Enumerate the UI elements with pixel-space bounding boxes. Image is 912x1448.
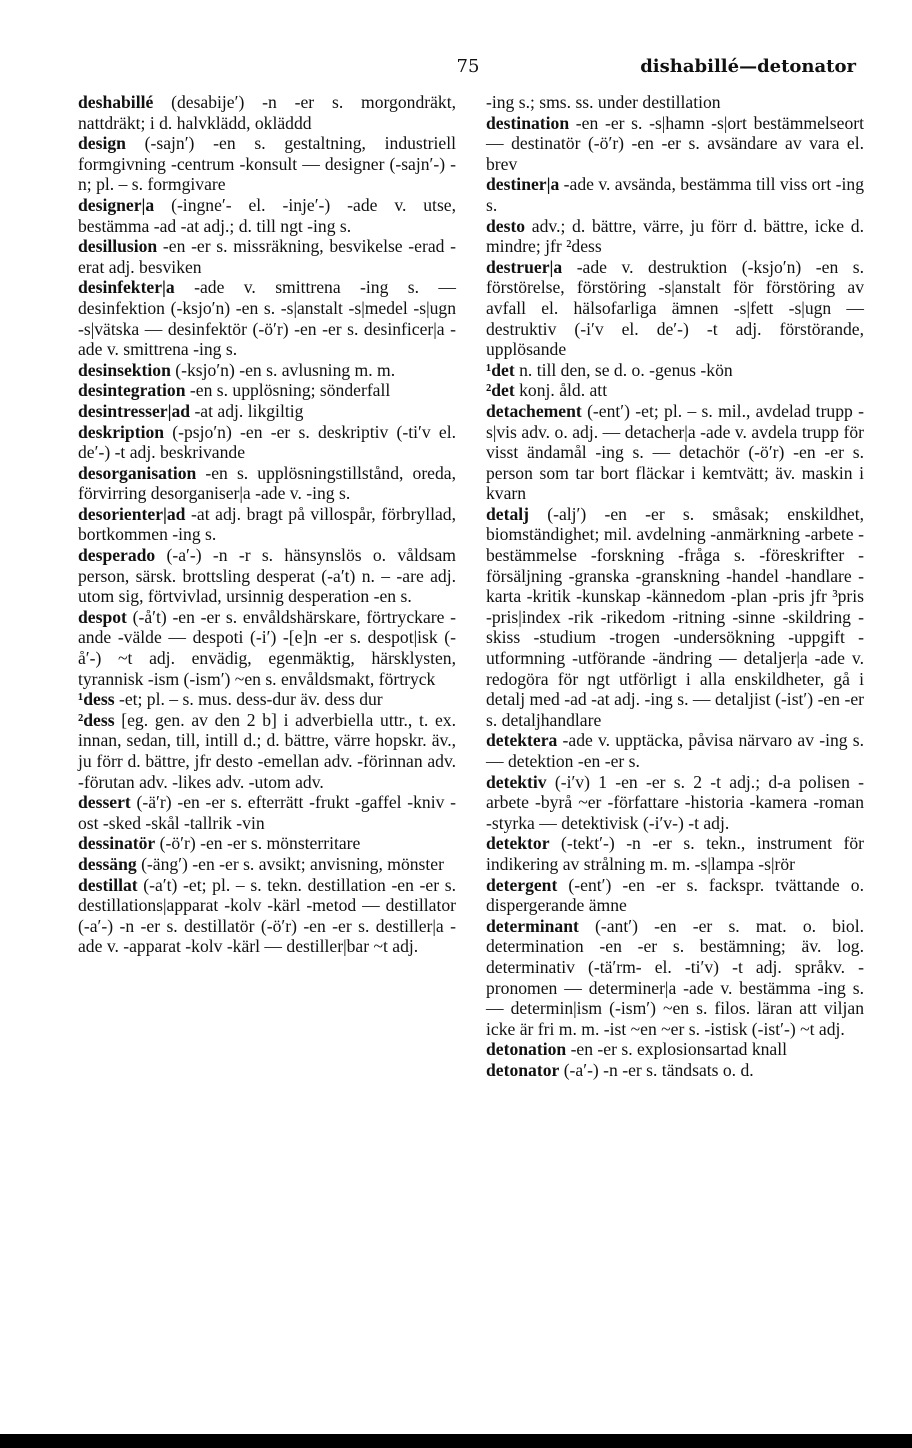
entry-definition: (-psjo′n) -en -er s. deskriptiv (-ti′v el. de′-) -t adj. beskrivande xyxy=(78,421,456,463)
entry-headword: detektera xyxy=(486,730,558,751)
entry-headword: detergent xyxy=(486,874,558,895)
entry-headword: desintresser|ad xyxy=(78,400,191,421)
entry-definition: (-ent′) -en -er s. fackspr. tvättande o. dispergerande ämne xyxy=(486,874,864,916)
entry-definition: -at adj. bragt på villospår, förbryllad, bortkommen -ing s. xyxy=(78,503,456,545)
entry-definition: -en -er s. -s|hamn -s|ort bestämmelseort — destinatör (-ö′r) -en -er s. avsändare av vara el. brev xyxy=(486,112,864,174)
entry-headword: ²det xyxy=(486,380,515,401)
entry-definition: -en -er s. missräkning, besvikelse -erad -erat adj. besviken xyxy=(78,236,456,277)
dictionary-entry xyxy=(78,277,456,359)
entry-definition: (-å′t) -en -er s. envåldshärskare, förtryckare -ande -välde — despoti (-i′) -[e]n -er s. despot|isk (-å′-) ~t adj. envädig, egenmäktig, härsklysten, tyrannisk -ism (-ism′) ~en s. envåldsmakt, förtryck xyxy=(78,606,456,689)
entry-definition: -en s. upplösningstillstånd, oreda, förvirring desorganiser|a -ade v. -ing s. xyxy=(78,462,456,504)
left-column xyxy=(78,92,456,957)
running-head: dishabillé—detonator xyxy=(640,56,856,77)
entry-definition: -en -er s. explosionsartad knall xyxy=(566,1039,788,1060)
entry-definition: (-ent′) -et; pl. – s. mil., avdelad trupp -s|vis adv. o. adj. — detacher|a -ade v. avdela trupp för visst ändamål -ing s. — detachör (-ö′r) -en -er s. person som tar bort fläckar i kemtvätt; äv. maskin i kvarn xyxy=(486,400,864,504)
entry-headword: despot xyxy=(78,606,127,627)
entry-headword: desintegration xyxy=(78,380,186,401)
entry-headword: desinsektion xyxy=(78,359,171,380)
entry-headword: detonation xyxy=(486,1039,567,1060)
entry-definition: -et; pl. – s. mus. dess-dur äv. dess dur xyxy=(114,689,383,710)
dictionary-entry xyxy=(78,792,456,833)
dictionary-entry xyxy=(486,401,864,504)
dictionary-entry xyxy=(78,710,456,792)
dictionary-entry xyxy=(78,545,456,607)
entry-headword: ¹dess xyxy=(78,689,115,710)
dictionary-entry xyxy=(78,92,456,133)
dictionary-entry xyxy=(78,236,456,277)
dictionary-entry xyxy=(78,854,456,875)
entry-definition: (-tekt′-) -n -er s. tekn., instrument för indikering av strålning m. m. -s|lampa -s|rör xyxy=(486,833,864,874)
entry-headword: detonator xyxy=(486,1059,560,1080)
dictionary-entry xyxy=(486,916,864,1040)
dictionary-entry xyxy=(78,133,456,195)
dictionary-entry xyxy=(486,730,864,771)
entry-headword: dessäng xyxy=(78,853,137,874)
entry-definition: n. till den, se d. o. -genus -kön xyxy=(514,359,733,380)
dictionary-entry xyxy=(486,504,864,731)
entry-headword: desorienter|ad xyxy=(78,503,186,524)
entry-headword: deskription xyxy=(78,421,165,442)
entry-definition: (-a′t) -et; pl. – s. tekn. destillation -en -er s. destillations|apparat -kolv -kärl -metod — destillator (-a′-) -n -er s. destillatör (-ö′r) -en -er s. destiller|a -ade v. -apparat -kolv -kärl — destiller|bar ~t adj. xyxy=(78,874,456,957)
entry-headword: destination xyxy=(486,112,570,133)
entry-headword: destillat xyxy=(78,874,138,895)
entry-definition: -ade v. avsända, bestämma till viss ort -ing s. xyxy=(486,174,864,215)
entry-definition: (-a′-) -n -er s. tändsats o. d. xyxy=(559,1059,754,1080)
entry-definition: (-ingne′- el. -inje′-) -ade v. utse, bestämma -ad -at adj.; d. till ngt -ing s. xyxy=(78,194,456,236)
dictionary-entry xyxy=(78,195,456,236)
entry-definition: (-i′v) 1 -en -er s. 2 -t adj.; d-a polisen -arbete -byrå ~er -författare -historia -kamera -roman -styrka — detektivisk (-i′v-) -t adj. xyxy=(486,771,864,833)
entry-headword: designer|a xyxy=(78,194,155,215)
entry-headword: deshabillé xyxy=(78,92,154,112)
entry-headword: detektor xyxy=(486,833,550,854)
dictionary-entry xyxy=(78,463,456,504)
dictionary-entry xyxy=(486,380,864,401)
entry-definition: konj. åld. att xyxy=(514,380,608,401)
dictionary-entry xyxy=(486,216,864,257)
dictionary-entry xyxy=(486,875,864,916)
dictionary-entry xyxy=(78,360,456,381)
dictionary-entry xyxy=(486,833,864,874)
entry-headword: dessinatör xyxy=(78,833,156,854)
entry-headword: design xyxy=(78,133,126,154)
entry-definition: -at adj. likgiltig xyxy=(190,400,304,421)
right-column xyxy=(486,92,864,1081)
dictionary-entry xyxy=(486,772,864,834)
entry-headword: detachement xyxy=(486,400,582,421)
dictionary-entry xyxy=(78,422,456,463)
entry-definition: (-ant′) -en -er s. mat. o. biol. determination -en -er s. bestämning; äv. log. determinativ (-tä′rm- el. -ti′v) -t adj. språkv. -pronomen — determiner|a -ade v. bestämma -ing s. — determin|ism (-ism′) ~en s. filos. läran att viljan icke är fri m. m. -ist ~en ~er s. -istisk (-ist′-) ~t adj. xyxy=(486,915,864,1039)
dictionary-entry xyxy=(78,689,456,710)
entry-definition: (desabije′) -n -er s. morgondräkt, nattdräkt; i d. halvklädd, okläddd xyxy=(78,92,456,133)
entry-definition: (-sajn′) -en s. gestaltning, industriell formgivning -centrum -konsult — designer (-sajn′-) -n; pl. – s. formgivare xyxy=(78,133,456,195)
dictionary-entry xyxy=(78,875,456,957)
entry-headword: desinfekter|a xyxy=(78,277,175,298)
entry-definition: -ade v. smittrena -ing s. — desinfektion (-ksjo′n) -en s. -s|anstalt -s|medel -s|ugn -s|vätska — desinfektör (-ö′r) -en -er s. desinficer|a -ade v. smittrena -ing s. xyxy=(78,277,456,360)
entry-definition: -ade v. destruktion (-ksjo′n) -en s. förstörelse, förstöring -s|anstalt för förstöring av avfall el. hälsofarliga ämnen -s|fett -s|ugn — destruktiv (-i′v el. de′-) -t adj. förstörande, upplösande xyxy=(486,256,864,360)
dictionary-entry xyxy=(78,833,456,854)
entry-headword: dessert xyxy=(78,792,131,813)
entry-definition: (-a′-) -n -r s. hänsynslös o. våldsam person, särsk. brottsling desperat (-a′t) n. – -are adj. utom sig, förtvivlad, ursinnig desperation -en s. xyxy=(78,545,456,607)
dictionary-entry xyxy=(486,92,864,113)
page-header xyxy=(80,56,856,82)
entry-headword: ²dess xyxy=(78,709,115,730)
entry-definition: (-alj′) -en -er s. småsak; enskildhet, biomständighet; mil. avdelning -anmärkning -arbete -bestämmelse -forskning -fråga s. -föreskrifter -försäljning -granska -granskning -handel -handlare -karta -kritik -kunskap -kännedom -plan -pris jfr ³pris -pris|index -rik -rikedom -ritning -sinne -skildring -skiss -studium -trogen -undersökning -uppgift -utformning -utförande -ändring — detaljer|a -ade v. redogöra för ngt utförligt i alla enskildheter, gå i detalj med -ad -at adj. -ing s. — detaljist (-ist′) -en -er s. detaljhandlare xyxy=(486,503,864,730)
dictionary-entry xyxy=(486,257,864,360)
entry-definition: (-ä′r) -en -er s. efterrätt -frukt -gaffel -kniv -ost -sked -skål -tallrik -vin xyxy=(78,792,456,833)
entry-definition: (-ksjo′n) -en s. avlusning m. m. xyxy=(170,359,396,380)
entry-headword: desillusion xyxy=(78,236,158,257)
entry-headword: detalj xyxy=(486,503,529,524)
entry-headword: detektiv xyxy=(486,771,547,792)
entry-headword: desorganisation xyxy=(78,462,197,483)
entry-definition: (-äng′) -en -er s. avsikt; anvisning, mönster xyxy=(136,853,444,874)
dictionary-entry xyxy=(78,401,456,422)
dictionary-entry xyxy=(486,360,864,381)
entry-definition: (-ö′r) -en -er s. mönsterritare xyxy=(155,833,361,854)
entry-headword: determinant xyxy=(486,915,579,936)
entry-definition: [eg. gen. av den 2 b] i adverbiella uttr., t. ex. innan, sedan, till, intill d.; d. bättre, värre hopskr. äv., ju förr d. bättre, jfr desto -emellan adv. -förinnan adv. -förutan adv. -likes adv. -utom adv. xyxy=(78,709,456,792)
entry-definition: -ade v. upptäcka, påvisa närvaro av -ing s. — detektion -en -er s. xyxy=(486,730,864,771)
dictionary-entry xyxy=(486,174,864,215)
dictionary-entry xyxy=(486,113,864,175)
dictionary-entry xyxy=(78,607,456,689)
entry-headword: ¹det xyxy=(486,359,515,380)
entry-headword: desperado xyxy=(78,545,156,566)
dictionary-entry xyxy=(486,1060,864,1081)
dictionary-entry xyxy=(78,380,456,401)
page-number: 75 xyxy=(456,56,480,77)
entry-definition: adv.; d. bättre, värre, ju förr d. bättre, icke d. mindre; jfr ²dess xyxy=(486,215,864,257)
entry-headword: desto xyxy=(486,215,526,236)
entry-definition: -ing s.; sms. ss. under destillation xyxy=(486,92,721,112)
entry-headword: destiner|a xyxy=(486,174,560,195)
scan-bottom-border xyxy=(0,1434,912,1448)
entry-definition: -en s. upplösning; sönderfall xyxy=(185,380,391,401)
dictionary-entry xyxy=(78,504,456,545)
entry-headword: destruer|a xyxy=(486,256,563,277)
dictionary-entry xyxy=(486,1039,864,1060)
